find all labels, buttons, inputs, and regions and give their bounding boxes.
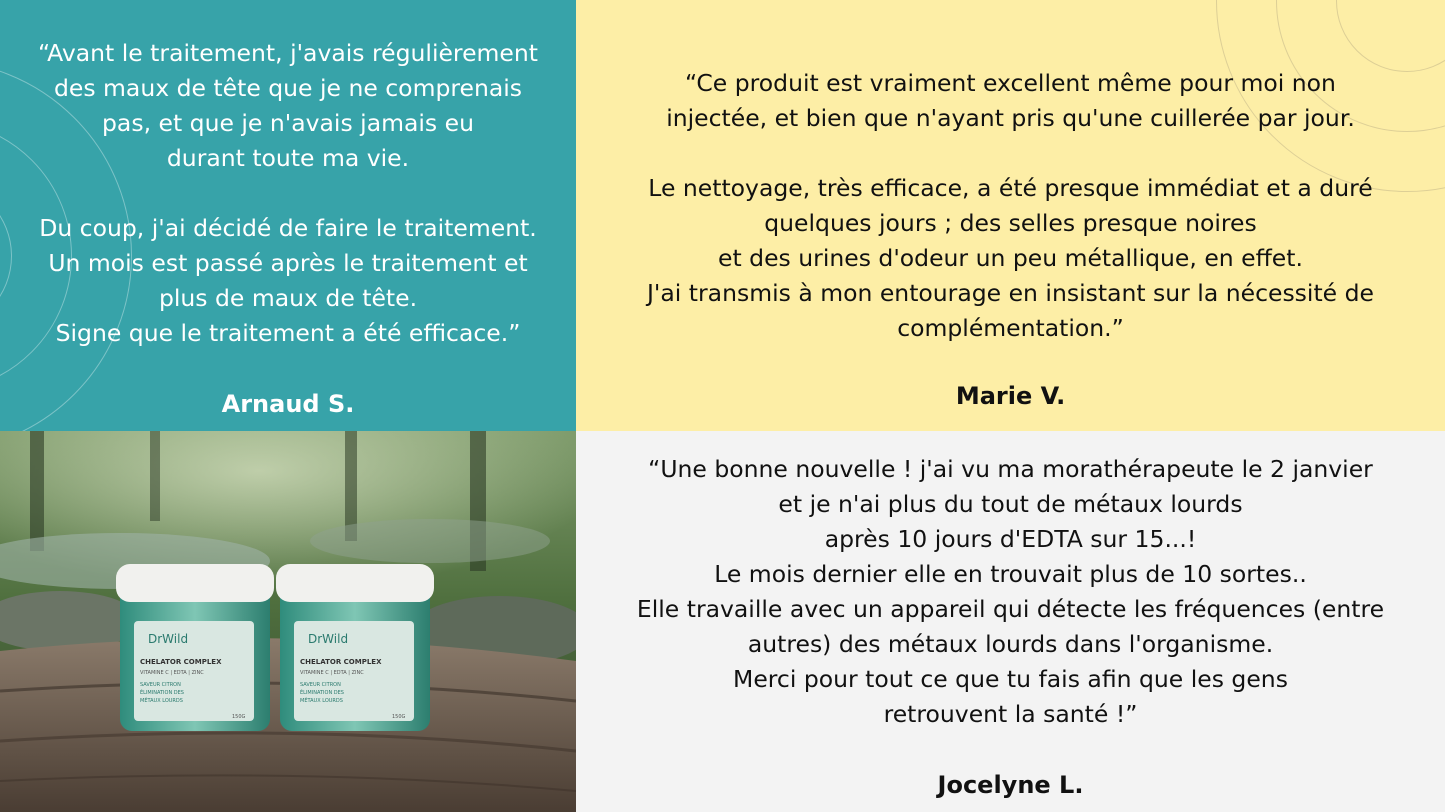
product-claim-1: ÉLIMINATION DES — [140, 690, 184, 696]
product-name: CHELATOR COMPLEX — [140, 658, 222, 666]
product-weight: 150G — [232, 714, 246, 720]
brand-label: DrWild — [308, 632, 349, 646]
product-ingredients: VITAMINE C | EDTA | ZINC — [300, 670, 364, 676]
product-flavor: SAVEUR CITRON — [140, 682, 181, 688]
testimonial-author: Marie V. — [955, 382, 1066, 410]
product-jar — [276, 564, 434, 731]
product-jar — [116, 564, 274, 731]
testimonial-quote: “Ce produit est vraiment excellent même pour moi non injectée, et bien que n'ayant pris qu'une cuillerée par jour. Le nettoyage, très efficace, a été presque immédiat et a duré quelques jours ; des selles presque noires et des urines d'odeur un peu métallique, en effet. J'ai transmis à mon entourage en insistant sur la nécessité de complémentation.” — [647, 69, 1374, 342]
product-name: CHELATOR COMPLEX — [300, 658, 382, 666]
product-claim-2: MÉTAUX LOURDS — [140, 698, 183, 704]
testimonial-author: Jocelyne L. — [937, 771, 1084, 799]
product-flavor: SAVEUR CITRON — [300, 682, 341, 688]
product-ingredients: VITAMINE C | EDTA | ZINC — [140, 670, 204, 676]
brand-label: DrWild — [148, 632, 189, 646]
product-claim-2: MÉTAUX LOURDS — [300, 698, 343, 704]
product-weight: 150G — [392, 714, 406, 720]
decorative-ring — [1336, 0, 1445, 72]
product-claim-1: ÉLIMINATION DES — [300, 690, 344, 696]
testimonial-card-marie — [576, 0, 1445, 431]
testimonial-quote: “Une bonne nouvelle ! j'ai vu ma morathérapeute le 2 janvier et je n'ai plus du tout de métaux lourds après 10 jours d'EDTA sur 15...! Le mois dernier elle en trouvait plus de 10 sortes.. Elle travaille avec un appareil qui détecte les fréquences (entre autres) des métaux lourds dans l'organisme. Merci pour tout ce que tu fais afin que les gens retrouvent la santé !” — [636, 455, 1385, 728]
product-photo — [0, 431, 576, 812]
testimonial-card-jocelyne — [576, 431, 1445, 812]
testimonial-quote: “Avant le traitement, j'avais régulièrement des maux de tête que je ne comprenais pas, et que je n'avais jamais eu durant toute ma vie. Du coup, j'ai décidé de faire le traitement. Un mois est passé après le traitement et plus de maux de tête. Signe que le traitement a été efficace.” — [38, 39, 538, 347]
testimonial-card-arnaud — [0, 0, 576, 431]
product-photo-illustration — [0, 431, 576, 812]
testimonial-author: Arnaud S. — [221, 390, 355, 418]
